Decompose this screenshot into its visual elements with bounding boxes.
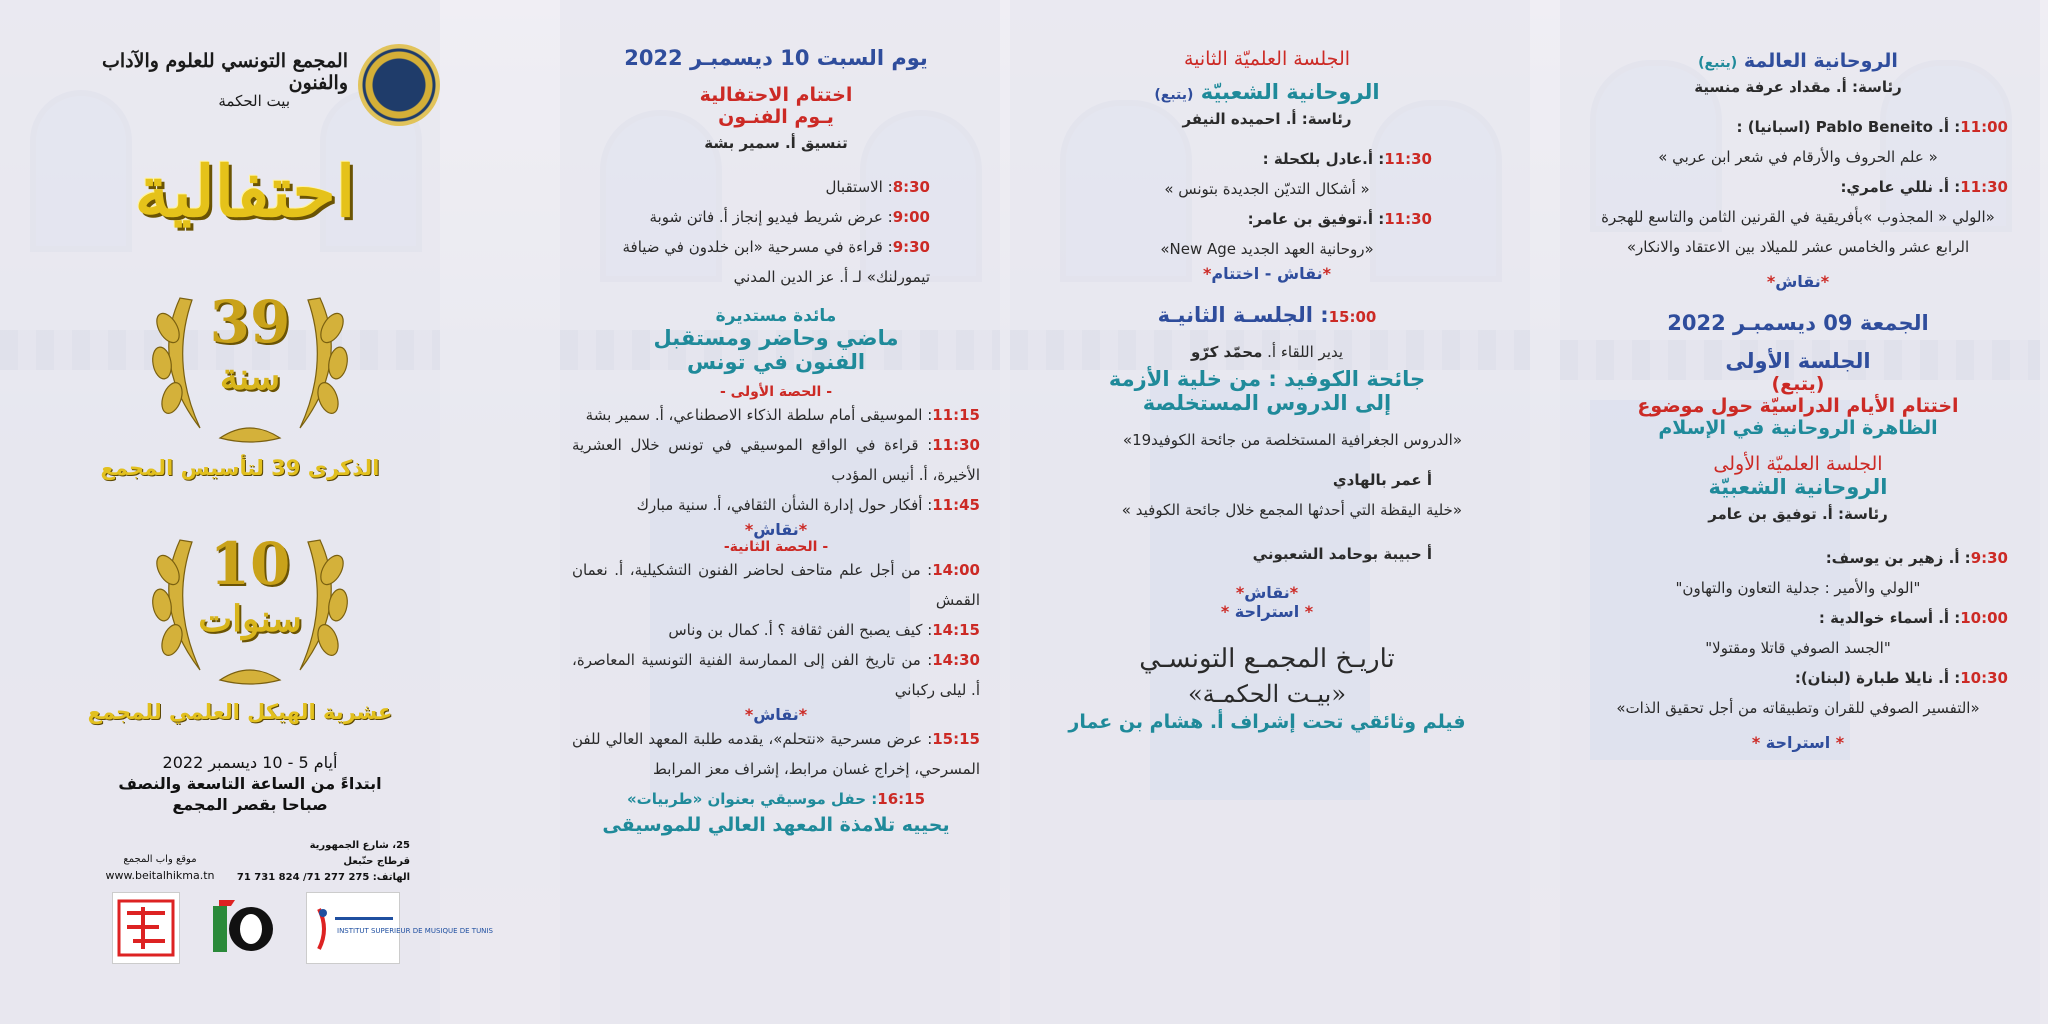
talk-title: «التفسير الصوفي للقران وتطبيقاته من أجل تحقيق الذات» bbox=[1616, 699, 1980, 717]
agenda-item: 14:00: من أجل علم متاحف لحاضر الفنون التشكيلية، أ. نعمان القمش bbox=[572, 561, 980, 609]
talk-title: "الجسد الصوفي قاتلا ومقتولا" bbox=[1705, 639, 1891, 657]
panel-title: جائحة الكوفيد : من خلية الأزمة bbox=[1108, 367, 1426, 391]
partner-logo-ismt bbox=[306, 892, 493, 964]
agenda-item: 14:15: كيف يصبح الفن ثقافة ؟ أ. كمال بن وناس bbox=[668, 621, 980, 639]
program-column-saturday bbox=[560, 0, 1000, 1024]
agenda-item: 14:30: من تاريخ الفن إلى الممارسة الفنية التونسية المعاصرة، أ. ليلى ركباني bbox=[572, 651, 980, 699]
speaker-line: أ حبيبة بوحامد الشعبوني bbox=[1252, 545, 1432, 563]
academy-header bbox=[90, 44, 440, 134]
chair-line: رئاسة: أ. توفيق بن عامر bbox=[1708, 505, 1888, 523]
wreath-39 bbox=[140, 268, 360, 458]
break-marker: * استراحة * bbox=[1751, 733, 1845, 752]
red-calligraphy-logo-icon bbox=[113, 893, 179, 963]
concert-performers: يحييه تلامذة المعهد العالي للموسيقى bbox=[602, 814, 950, 836]
part-heading: - الحصة الثانية- bbox=[723, 539, 829, 555]
talk-item: 10:00: أ. أسماء خوالدية : bbox=[1818, 609, 2008, 627]
website-url[interactable]: www.beitalhikma.tn bbox=[105, 869, 215, 882]
agenda-item: 16:15: حفل موسيقي بعنوان «طربيات» bbox=[626, 790, 926, 808]
partner-logo-red bbox=[112, 892, 180, 964]
date-line: صباحا بقصر المجمع bbox=[172, 795, 328, 814]
program-column-session2 bbox=[1006, 0, 1528, 1024]
academy-sub: بيت الحكمة bbox=[218, 92, 290, 110]
round-table-title: ماضي وحاضر ومستقبل bbox=[653, 326, 899, 350]
address-line: قرطاج حنّبعل bbox=[343, 856, 410, 867]
part-heading: - الحصة الأولى - bbox=[719, 384, 833, 400]
academy-name: المجمع التونسي للعلوم والآداب والفنون bbox=[102, 50, 348, 94]
poster-column bbox=[0, 0, 493, 1024]
isad-logo-icon bbox=[205, 892, 285, 962]
decade-caption: عشرية الهيكل العلمي للمجمع bbox=[87, 700, 393, 724]
talk-title: «الولي « المجذوب »بأفريقية في القرنين الثامن والتاسع للهجرة الرابع عشر والخامس عشر للميلاد بين الاعتقاد والانكار» bbox=[1601, 208, 1995, 256]
film-credit: فيلم وثائقي تحت إشراف أ. هشام بن عمار bbox=[1068, 711, 1466, 733]
chair-line: رئاسة: أ. احميده النيفر bbox=[1182, 110, 1352, 128]
talk-title: "الولي والأمير : جدلية التعاون والتهاون" bbox=[1675, 579, 1921, 597]
arts-day-heading: يـوم الفنـون bbox=[718, 106, 834, 128]
music-institute-logo-icon bbox=[307, 893, 493, 963]
session-heading: الجلسة الأولى bbox=[1725, 349, 1871, 373]
program-column-friday bbox=[1548, 0, 2048, 1024]
sci-session-heading: الجلسة العلميّة الأولى bbox=[1713, 453, 1883, 475]
closing-line: اختتام الأيام الدراسيّة حول موضوع bbox=[1637, 395, 1959, 417]
decade-word: سنوات bbox=[198, 598, 302, 640]
day-heading: الجمعة 09 ديسمبـر 2022 bbox=[1667, 311, 1929, 335]
discussion-marker: *نقاش* bbox=[1235, 583, 1299, 602]
theme-line: الظاهرة الروحانية في الإسلام bbox=[1658, 417, 1938, 439]
round-table-title: الفنون في تونس bbox=[686, 350, 866, 374]
film-title: تاريـخ المجمـع التونسـي bbox=[1139, 644, 1395, 674]
day-heading: يوم السبت 10 ديسمبـر 2022 bbox=[624, 46, 928, 70]
poster-title: احتفالية bbox=[134, 150, 356, 233]
session-cont: (يتبع) bbox=[1771, 373, 1825, 395]
discussion-marker: *نقاش* bbox=[1766, 272, 1830, 291]
talk-item: 11:30: أ.توفيق بن عامر: bbox=[1247, 210, 1432, 228]
moderator-line: يدير اللقاء أ. محمّد كرّو bbox=[1190, 343, 1344, 361]
round-table-label: مائدة مستديرة bbox=[715, 306, 837, 326]
talk-title: « أشكال التديّن الجديدة بتونس » bbox=[1164, 180, 1370, 198]
sci-session-heading: الجلسة العلميّة الثانية bbox=[1183, 48, 1351, 70]
talk-title: « علم الحروف والأرقام في شعر ابن عربي » bbox=[1658, 148, 1938, 166]
panel-title: إلى الدروس المستخلصة bbox=[1142, 391, 1392, 415]
website-label: موقع واب المجمع bbox=[123, 854, 197, 865]
talk-item: 11:30: أ.عادل بلكحلة : bbox=[1262, 150, 1432, 168]
talk-item: 11:30: أ. نللي عامري: bbox=[1840, 178, 2008, 196]
partner-name: INSTITUT SUPERIEUR DE MUSIQUE DE TUNIS bbox=[337, 927, 493, 935]
agenda-item: 8:30: الاستقبال bbox=[825, 178, 930, 196]
years-word: سنة bbox=[219, 356, 281, 398]
break-marker: * استراحة * bbox=[1220, 602, 1314, 621]
talk-item: 10:30: أ. نايلا طبارة (لبنان): bbox=[1794, 669, 2008, 687]
date-line: ابتداءً من الساعة التاسعة والنصف bbox=[118, 774, 382, 793]
sci-topic: الروحانية الشعبيّة (يتبع) bbox=[1154, 80, 1380, 104]
talk-title: «روحانية العهد الجديد New Age» bbox=[1160, 240, 1374, 258]
talk-title: «الدروس الجغرافية المستخلصة من جائحة الكوفيد19» bbox=[1122, 431, 1462, 449]
session-heading: 15:00: الجلسـة الثانيـة bbox=[1157, 303, 1377, 327]
film-subtitle: «بيـت الحكمـة» bbox=[1187, 680, 1346, 708]
closing-heading: اختتام الاحتفالية bbox=[699, 84, 853, 106]
anniversary-caption: الذكرى 39 لتأسيس المجمع bbox=[100, 456, 380, 480]
agenda-item: 11:30: قراءة في الواقع الموسيقي في تونس خلال العشرية الأخيرة، أ. أنيس المؤدب bbox=[572, 436, 980, 484]
partner-logo-isad bbox=[205, 892, 285, 962]
sci-topic: الروحانية الشعبيّة bbox=[1708, 475, 1888, 499]
discussion-marker: *نقاش* bbox=[744, 705, 808, 724]
event-dates bbox=[100, 752, 400, 815]
agenda-item: 9:30: قراءة في مسرحية «ابن خلدون في ضيافة تيمورلنك» لـ أ. عز الدين المدني bbox=[622, 238, 930, 286]
agenda-item: 11:15: الموسيقى أمام سلطة الذكاء الاصطناعي، أ. سمير بشة bbox=[585, 406, 980, 424]
agenda-item: 15:15: عرض مسرحية «نتحلم»، يقدمه طلبة المعهد العالي للفن المسرحي، إخراج غسان مرابط، إشراف معز المرابط bbox=[572, 730, 980, 778]
address-line: 25، شارع الجمهورية bbox=[309, 840, 410, 851]
talk-title: «خلية اليقظة التي أحدثها المجمع خلال جائحة الكوفيد » bbox=[1121, 501, 1462, 519]
wreath-10 bbox=[140, 510, 360, 700]
address-block bbox=[230, 838, 410, 886]
talk-item: 9:30: أ. زهير بن يوسف: bbox=[1825, 549, 2008, 567]
discussion-marker: *نقاش* bbox=[744, 520, 808, 539]
academy-seal-icon bbox=[358, 44, 440, 126]
speaker-line: أ عمر بالهادي bbox=[1332, 471, 1432, 489]
phone-line: الهاتف: 275 277 71/ 824 731 71 bbox=[236, 872, 410, 883]
years-number: 39 bbox=[209, 288, 291, 356]
chair-line: رئاسة: أ. مقداد عرفة منسية bbox=[1694, 78, 1902, 96]
agenda-item: 9:00: عرض شريط فيديو إنجاز أ. فاتن شوبة bbox=[649, 208, 930, 226]
talk-item: 11:00: أ. Pablo Beneito (اسبانيا) : bbox=[1736, 118, 2008, 136]
discussion-close-marker: *نقاش - اختتام* bbox=[1203, 264, 1331, 283]
decade-number: 10 bbox=[209, 530, 291, 598]
date-line: أيام 5 - 10 ديسمبر 2022 bbox=[162, 753, 338, 772]
section-heading: الروحانية العالمة (يتبع) bbox=[1698, 50, 1898, 72]
agenda-item: 11:45: أفكار حول إدارة الشأن الثقافي، أ. سنية مبارك bbox=[636, 496, 980, 514]
website-block bbox=[100, 852, 220, 884]
coordinator-line: تنسيق أ. سمير بشة bbox=[704, 134, 848, 152]
